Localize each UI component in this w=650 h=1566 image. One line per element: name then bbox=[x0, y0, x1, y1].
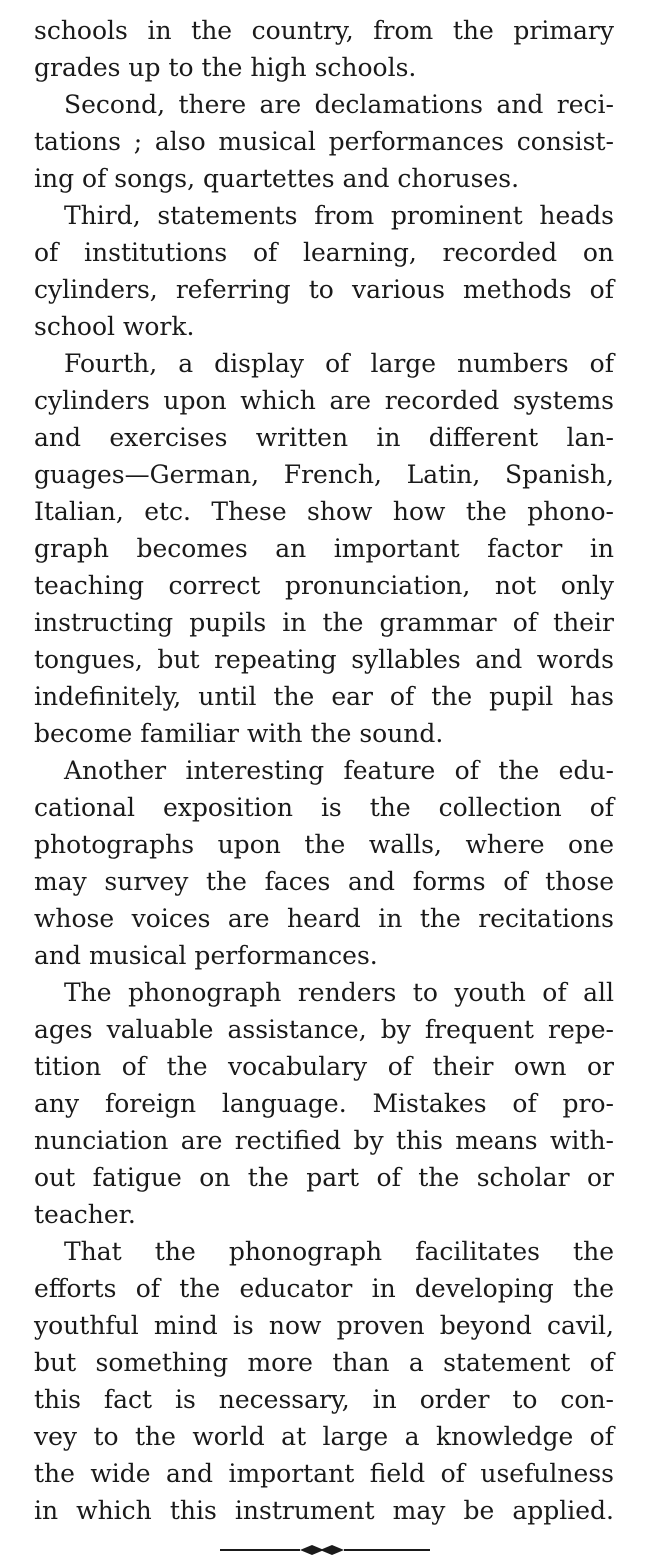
article-line: schools in the country, from the primary bbox=[34, 16, 614, 45]
article-line: youthful mind is now proven beyond cavil, bbox=[34, 1311, 614, 1340]
article-line: cational exposition is the collection of bbox=[34, 793, 614, 822]
article-line: nunciation are rectified by this means with- bbox=[34, 1126, 614, 1155]
article-line: Fourth, a display of large numbers of bbox=[64, 349, 614, 378]
article-line: teaching correct pronunciation, not only bbox=[34, 571, 614, 600]
article-line: and musical performances. bbox=[34, 941, 378, 970]
article-line: photographs upon the walls, where one bbox=[34, 830, 614, 859]
article-line: grades up to the high schools. bbox=[34, 53, 417, 82]
article-line: tongues, but repeating syllables and words bbox=[34, 645, 614, 674]
article-line: graph becomes an important factor in bbox=[34, 534, 614, 563]
article-column bbox=[34, 12, 614, 1529]
article-line: cylinders upon which are recorded systems bbox=[34, 386, 614, 415]
article-line: Second, there are declamations and reci- bbox=[64, 90, 614, 119]
article-line: in which this instrument may be applied. bbox=[34, 1496, 614, 1525]
article-line: tations ; also musical performances consist- bbox=[34, 127, 614, 156]
rule-ornament-icon bbox=[220, 1540, 430, 1560]
article-line: but something more than a statement of bbox=[34, 1348, 614, 1377]
article-line: Another interesting feature of the edu- bbox=[64, 756, 614, 785]
article-line: this fact is necessary, in order to con- bbox=[34, 1385, 614, 1414]
article-line: become familiar with the sound. bbox=[34, 719, 444, 748]
article-line: efforts of the educator in developing the bbox=[34, 1274, 614, 1303]
article-line: Italian, etc. These show how the phono- bbox=[34, 497, 614, 526]
article-line: Third, statements from prominent heads bbox=[64, 201, 614, 230]
article-line: tition of the vocabulary of their own or bbox=[34, 1052, 614, 1081]
article-line: school work. bbox=[34, 312, 195, 341]
article-line: guages—German, French, Latin, Spanish, bbox=[34, 460, 614, 489]
article-line: That the phonograph facilitates the bbox=[64, 1237, 614, 1266]
article-line: cylinders, referring to various methods of bbox=[34, 275, 614, 304]
article-line: The phonograph renders to youth of all bbox=[64, 978, 614, 1007]
article-line: may survey the faces and forms of those bbox=[34, 867, 614, 896]
article-line: out fatigue on the part of the scholar or bbox=[34, 1163, 614, 1192]
article-line: indefinitely, until the ear of the pupil has bbox=[34, 682, 614, 711]
article-line: ages valuable assistance, by frequent repe- bbox=[34, 1015, 614, 1044]
article-line: teacher. bbox=[34, 1200, 136, 1229]
article-line: and exercises written in different lan- bbox=[34, 423, 614, 452]
article-line: any foreign language. Mistakes of pro- bbox=[34, 1089, 614, 1118]
article-line: instructing pupils in the grammar of their bbox=[34, 608, 614, 637]
article-line: the wide and important field of usefulness bbox=[34, 1459, 614, 1488]
article-line: vey to the world at large a knowledge of bbox=[34, 1422, 614, 1451]
article-line: whose voices are heard in the recitations bbox=[34, 904, 614, 933]
article-line: of institutions of learning, recorded on bbox=[34, 238, 614, 267]
article-line: ing of songs, quartettes and choruses. bbox=[34, 164, 520, 193]
